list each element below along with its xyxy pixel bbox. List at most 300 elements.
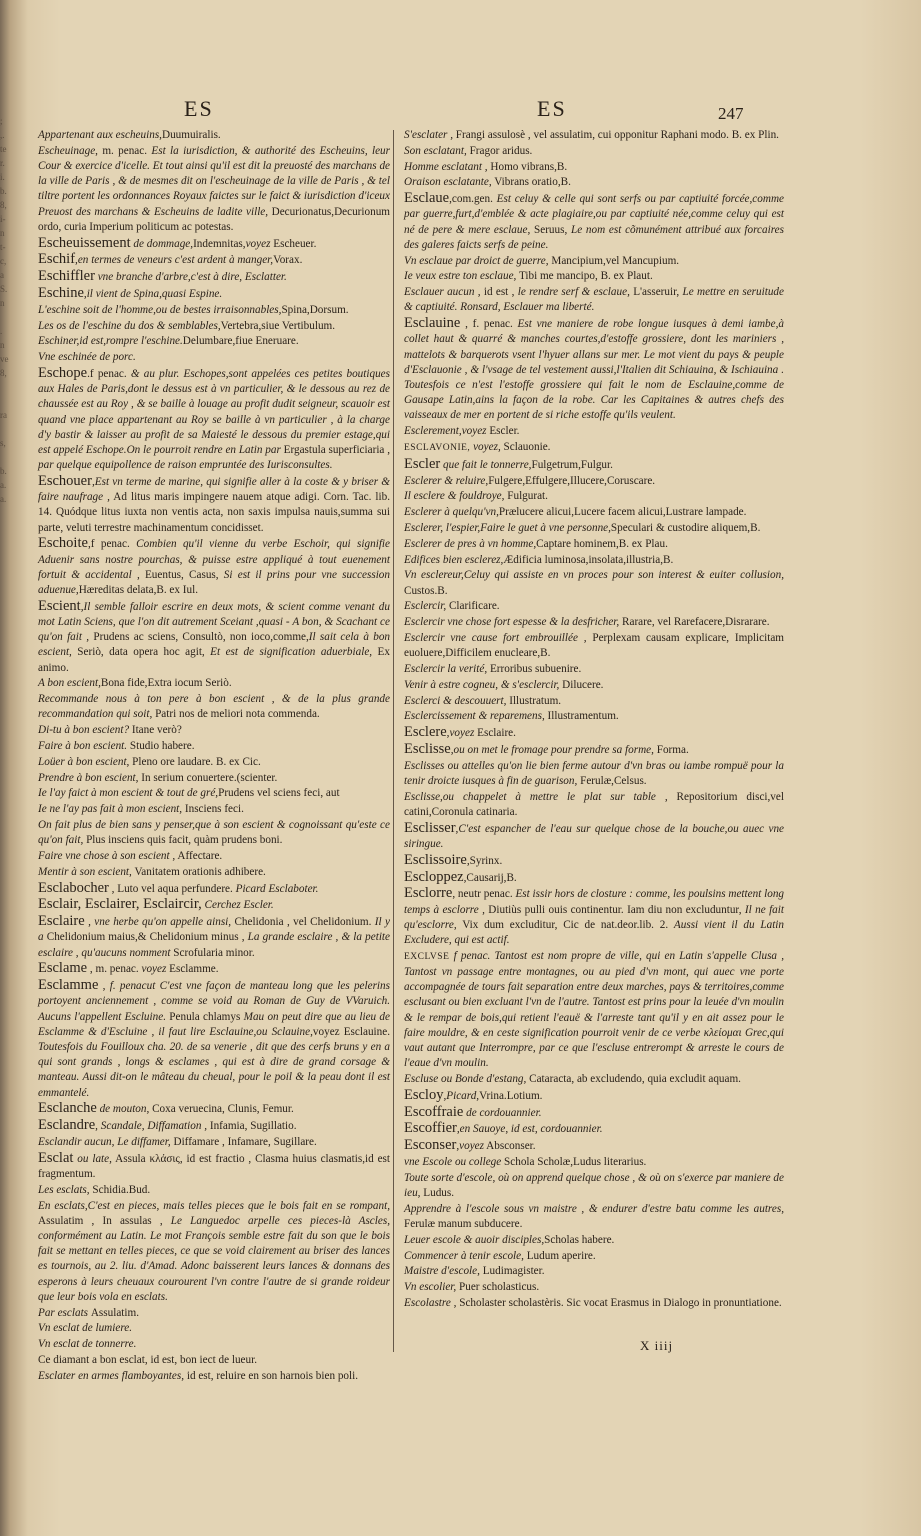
- dictionary-entry: [38, 599, 390, 676]
- roman-text: Mancipium,vel Mancupium.: [548, 254, 680, 267]
- headword: Escloy: [404, 1086, 444, 1103]
- italic-text: Il sait cela à bon escient,: [38, 631, 391, 659]
- headword: Esconser: [404, 1137, 457, 1154]
- italic-text: Il y a: [38, 916, 390, 944]
- column-divider: [393, 130, 394, 1352]
- previous-page-fragment: s,: [0, 438, 6, 448]
- previous-page-fragment: a.: [0, 480, 7, 490]
- italic-text: Son esclatant,: [404, 144, 467, 157]
- italic-text: Loüer à bon escient,: [38, 755, 130, 768]
- italic-text: Appartenant aux escheuins,: [38, 129, 162, 141]
- dictionary-entry: [38, 128, 390, 143]
- italic-text: Escheuinage: [38, 144, 96, 157]
- headword: Escler: [404, 455, 441, 472]
- dictionary-entry: [38, 978, 390, 1101]
- italic-text: Eschiner,id est,rompre l'eschine.: [38, 335, 183, 348]
- italic-text: Vn esclaue par droict de guerre,: [404, 254, 549, 267]
- previous-page-fragment: [0, 380, 26, 394]
- previous-page-fragment: a: [0, 270, 4, 280]
- dictionary-entry: [404, 631, 784, 661]
- dictionary-entry: [38, 269, 390, 285]
- roman-text: Fulgere,Effulgere,Illucere,Coruscare.: [488, 474, 656, 487]
- previous-page-edge: [0, 100, 26, 1400]
- italic-text: que fait le tonnerre,: [440, 458, 532, 471]
- roman-text: Plus insciens quis facit, quàm prudens boni.: [83, 834, 283, 847]
- roman-text: Esclamme.: [166, 963, 219, 976]
- italic-text: Esclater en armes flamboyantes,: [38, 1369, 185, 1382]
- roman-text: Frangi assulosè , vel assulatim, cui opponitur Raphani modo. B. ex Plin.: [453, 129, 779, 141]
- dictionary-entry: [38, 802, 390, 817]
- roman-text: Escheuer.: [270, 237, 317, 250]
- dictionary-entry: [38, 319, 390, 334]
- italic-text: vne Escole ou college: [404, 1155, 502, 1168]
- italic-text: En esclats,C'est en pieces, mais telles pieces que le bois fait en se rompant,: [38, 1199, 390, 1212]
- italic-text: Escluse ou Bonde d'estang,: [404, 1072, 527, 1085]
- dictionary-entry: [404, 1233, 784, 1248]
- dictionary-entry: [38, 1135, 390, 1150]
- roman-text: Tibi me mancipo, B. ex Plaut.: [516, 270, 653, 283]
- small-caps-headword: ESCLAVONIE,: [404, 443, 471, 453]
- dictionary-entry: [404, 285, 784, 315]
- dictionary-entry: [404, 1280, 784, 1295]
- dictionary-entry: [404, 694, 784, 709]
- dictionary-entry: [404, 175, 784, 190]
- headword: Esclat: [38, 1149, 74, 1166]
- headword: Eschope: [38, 364, 88, 381]
- dictionary-entry: [38, 1101, 390, 1117]
- dictionary-entry: [38, 1183, 390, 1198]
- italic-text: Esclandir aucun, Le diffamer,: [38, 1136, 171, 1148]
- italic-text: voyez: [141, 963, 167, 976]
- headword: Esclere: [404, 724, 447, 741]
- roman-text: Diutiùs pulli ouis continentur. Iam diu non excluduntur,: [484, 903, 745, 916]
- previous-page-fragment: [0, 548, 26, 562]
- roman-text: Speculari & custodire aliquem,B.: [610, 521, 761, 534]
- headword: Esclabocher: [38, 879, 109, 896]
- italic-text: ,ou on met le fromage pour prendre sa forme,: [450, 743, 654, 756]
- roman-text: Clarificare.: [446, 600, 500, 613]
- headword: Esclanche: [38, 1100, 97, 1117]
- italic-text: voyez,: [470, 441, 501, 453]
- roman-text: Schidia.Bud.: [89, 1183, 151, 1196]
- italic-text: Ie l'ay faict à mon escient & tout de gré,: [38, 787, 219, 800]
- roman-text: Assula κλάσις, id est fractio , Clasma huius clasmatis,id est fragmentum.: [38, 1152, 390, 1180]
- dictionary-entry: [404, 742, 784, 758]
- italic-text: Combien qu'il vienne du verbe Eschoir, qui signifie Aduenir sans nostre pourchas, & puisse estre appliqué à tout euenement fortuit & accidental ,: [38, 538, 390, 581]
- italic-text: vne branche d'arbre,c'est à dire, Esclatter.: [94, 271, 287, 284]
- dictionary-entry: [38, 1118, 390, 1134]
- roman-text: Captare hominem,B. ex Plau.: [536, 537, 668, 550]
- headword: Esclauine: [404, 315, 461, 332]
- roman-text: Vorax.: [273, 254, 303, 267]
- roman-text: Schola Scholæ,Ludus literarius.: [501, 1155, 647, 1168]
- dictionary-entry: [38, 350, 390, 365]
- italic-text: Esclercir,: [404, 600, 447, 613]
- roman-text: ,com.gen.: [449, 193, 497, 206]
- dictionary-entry: [38, 1151, 390, 1182]
- dictionary-entry: [38, 1199, 390, 1305]
- roman-text: Dilucere.: [559, 678, 604, 691]
- previous-page-fragment: S.: [0, 284, 8, 294]
- italic-text: Si est il prins pour vne succession aduenue,: [38, 568, 390, 597]
- roman-text: Ergastula superficiaria ,: [280, 444, 391, 456]
- headword: Esclissoire: [404, 851, 467, 868]
- roman-text: Ferulæ,Celsus.: [577, 774, 647, 787]
- dictionary-entry: [38, 865, 390, 880]
- left-column: [38, 128, 390, 1385]
- roman-text: Erroribus subuenire.: [487, 662, 582, 675]
- roman-text: Chelidonium maius,& Chelidonium minus ,: [43, 931, 248, 944]
- roman-text: Prudens ac sciens, Consultò, non ioco,comme,: [89, 631, 309, 644]
- roman-text: Vibrans oratio,B.: [491, 176, 571, 189]
- roman-text: .f penac.: [87, 367, 131, 380]
- roman-text: Forma.: [653, 743, 689, 756]
- dictionary-entry: [404, 424, 784, 439]
- right-column: [404, 128, 784, 1312]
- dictionary-entry: [404, 662, 784, 677]
- dictionary-entry: [38, 692, 390, 722]
- dictionary-entry: [404, 1155, 784, 1170]
- roman-text: Syrinx.: [469, 854, 503, 867]
- italic-text: Esclerer de pres à vn homme,: [404, 537, 537, 550]
- headword: Escient: [38, 597, 81, 614]
- roman-text: Puer scholasticus.: [456, 1281, 540, 1294]
- italic-text: de mouton,: [96, 1103, 150, 1116]
- italic-text: Esclercir vne chose fort espesse & la desfricher,: [404, 616, 620, 629]
- italic-text: Picard Esclaboter.: [235, 882, 319, 895]
- italic-text: Homme esclatant ,: [404, 160, 488, 173]
- italic-text: Esclisse,ou chappelet à mettre le plat sur table ,: [404, 790, 668, 803]
- italic-text: Mentir à son escient,: [38, 865, 132, 878]
- roman-text: Prudens vel sciens feci, aut: [218, 787, 340, 800]
- roman-text: Ludus.: [420, 1186, 455, 1199]
- headword: Esclisse: [404, 740, 451, 757]
- italic-text: Vn esclat de tonnerre.: [38, 1338, 137, 1351]
- roman-text: Ludum aperire.: [523, 1249, 596, 1262]
- dictionary-entry: [38, 961, 390, 977]
- roman-text: Diffamare , Infamare, Sugillare.: [170, 1136, 317, 1148]
- italic-text: ,voyez: [446, 727, 475, 740]
- roman-text: Ex animo.: [38, 646, 390, 674]
- dictionary-entry: [38, 914, 390, 961]
- previous-page-fragment: [0, 506, 26, 520]
- italic-text: Escolastre ,: [404, 1296, 457, 1309]
- roman-text: Fulgurat.: [504, 490, 548, 503]
- dictionary-entry: [404, 254, 784, 269]
- italic-text: Ie ne l'ay pas fait à mon escient,: [38, 803, 183, 816]
- italic-text: Les os de l'eschine du dos & semblables,: [38, 319, 221, 332]
- headword: Eschiffler: [38, 268, 95, 285]
- italic-text: ou late,: [73, 1152, 112, 1165]
- roman-text: id est, reluire en son harnois bien poli.: [184, 1369, 359, 1382]
- roman-text: Duumuiralis.: [161, 129, 221, 141]
- dictionary-entry: [38, 474, 390, 536]
- previous-page-fragment: ;: [0, 116, 3, 126]
- italic-text: , vne herbe qu'on appelle ainsi,: [84, 916, 232, 929]
- roman-text: Fulgetrum,Fulgur.: [531, 458, 613, 471]
- roman-text: Euentus, Casus,: [139, 568, 224, 581]
- italic-text: Esclercissement & reparemens,: [404, 710, 545, 723]
- previous-page-fragment: n: [0, 298, 5, 308]
- headword: Esclandre: [38, 1117, 96, 1134]
- italic-text: Les esclats,: [38, 1183, 90, 1196]
- italic-text: Esclerer, l'espier,Faire le guet à vne personne,: [404, 521, 611, 534]
- previous-page-fragment: t-: [0, 242, 6, 252]
- roman-text: Pleno ore laudare. B. ex Cic.: [129, 755, 261, 768]
- italic-text: Maistre d'escole,: [404, 1265, 480, 1278]
- dictionary-entry: [404, 440, 784, 456]
- previous-page-fragment: a.: [0, 494, 7, 504]
- italic-text: Esclerement,: [404, 425, 462, 438]
- italic-text: ,: [108, 882, 115, 895]
- previous-page-fragment: .: [0, 326, 3, 336]
- dictionary-entry: [404, 949, 784, 1072]
- previous-page-fragment: [0, 310, 26, 324]
- headword: Esclame: [38, 960, 88, 977]
- roman-text: Seruus,: [530, 223, 571, 236]
- italic-text: Esclauer aucun ,: [404, 286, 481, 299]
- roman-text: Infamia, Sugillatio.: [207, 1120, 297, 1133]
- roman-text: Escler.: [486, 425, 520, 438]
- dictionary-entry: [404, 759, 784, 789]
- dictionary-entry: [404, 537, 784, 552]
- dictionary-entry: [404, 1264, 784, 1279]
- running-head-left: ES: [184, 96, 214, 121]
- italic-text: On fait plus de bien sans y penser,que à son escient & cognoissant qu'este ce qu'on fait,: [38, 819, 390, 847]
- previous-page-fragment: [0, 450, 26, 464]
- italic-text: de dommage,: [130, 237, 194, 250]
- italic-text: Le mettre en seruitude & captiuité. Ronsard, Esclauer ma liberté.: [404, 286, 784, 314]
- headword: Esclorre: [404, 885, 453, 902]
- previous-page-fragment: n: [0, 228, 5, 238]
- roman-text: Ferulæ manum subducere.: [404, 1217, 523, 1230]
- previous-page-fragment: [0, 100, 26, 114]
- italic-text: Est vne maniere de robe longue iusques à demi iambe,à collet haut & quarré & manches courtes,d'estoffe grossiere, dont les mariniers , mattelots & barquerots vsent l'hyuer allans sur mer. Le mot vient du pays & peuple d'Esclauonie , & l'vsage de tel vestement aussi,l'Italien dit Schiauina, & Ischiauina . Toutesfois ce n'est l'estoffe grossiere qui fait le nom de Esclauine,comme de Gausape Latin,ains la façon de la robe. Car les Capitaines & autres chefs des vaisseaux de mer en portent de si riche estoffe qu'ils veulent.: [404, 318, 784, 422]
- roman-text: Spina,Dorsum.: [281, 303, 349, 316]
- italic-text: S'esclater ,: [404, 129, 453, 141]
- dictionary-entry: [404, 853, 784, 869]
- dictionary-entry: [38, 286, 390, 302]
- previous-page-fragment: [0, 520, 26, 534]
- italic-text: voyez: [461, 425, 487, 438]
- italic-text: Est la iurisdiction, & authorité des Escheuins, leur Cour & exercice d'icelle. Et tout ainsi qu'il est dit la preuosté des marchans de la ville de Paris , & de mesmes dit on l'escheuinage de la ville de Paris , & tel tiltre portent les ordonnances Royaux faictes sur le faict & iurisdiction d'iceux Preuost des marchans & Escheuins de ladite ville,: [38, 144, 390, 218]
- roman-text: Perplexam causam explicare, Implicitam euoluere,Difficilem enucleare,B.: [404, 631, 784, 660]
- headword: Esclair, Esclairer, Esclaircir,: [38, 896, 202, 913]
- headword: Eschine: [38, 285, 84, 301]
- headword: Escheuissement: [38, 234, 131, 251]
- italic-text: , f. penacut C'est vne façon de manteau long que les pelerins portoyent anciennement , comme se void au Roman de Guy de VVaruich. Aucuns l'appellent Escluine.: [38, 980, 390, 1023]
- italic-text: Esclerer à quelqu'vn,: [404, 506, 499, 519]
- italic-text: ,en termes de veneurs c'est ardent à manger,: [75, 254, 274, 267]
- dictionary-entry: [404, 269, 784, 284]
- roman-text: Hæreditas delata,B. ex Iul.: [78, 584, 199, 597]
- italic-text: Le Languedoc arpelle ces pieces-là Ascles, conformément au Latin. Le mot François semble estre fait du son que le bois fait se mettant en telles pieces, ce que se void clairement au briser des lances es tournois, au 2. liu. d'Amad. Adonc baisserent leurs lances & donnans des esperons à leurs cheuaux courourent l'vn contre l'autre de si grande roideur que leur bois vola en esclats.: [38, 1214, 391, 1303]
- italic-text: , Scandale, Diffamation ,: [95, 1120, 208, 1133]
- italic-text: Edifices bien esclerez,: [404, 553, 504, 566]
- roman-text: Custos.B.: [404, 584, 448, 597]
- italic-text: L'eschine soit de l'homme,ou de bestes irraisonnables,: [38, 303, 282, 316]
- italic-text: par quelque equipollence de raison empruntée des Iurisconsultes.: [38, 459, 333, 472]
- italic-text: Et est de signification aduerbiale,: [210, 646, 373, 659]
- italic-text: ,: [463, 871, 467, 884]
- roman-text: Prælucere alicui,Lucere facem alicui,Lustrare lampade.: [498, 506, 747, 519]
- roman-text: Sclauonie.: [500, 441, 551, 453]
- italic-text: ,en Sauoye, id est, cordouannier.: [456, 1123, 603, 1136]
- italic-text: Est celuy & celle qui sont serfs ou par captiuité forcée,comme par guerre,furt,d'emblée & acte plagiaire,ou par captiuité née,comme celuy qui est né de pere & mere esclaue,: [404, 193, 784, 236]
- italic-text: Faire à bon escient.: [38, 740, 128, 753]
- italic-text: Vn escolier,: [404, 1281, 457, 1294]
- roman-text: Affectare.: [175, 850, 223, 862]
- dictionary-entry: [404, 144, 784, 159]
- roman-text: ,f penac.: [87, 538, 137, 551]
- dictionary-entry: [404, 1296, 784, 1311]
- italic-text: Esclerci & descouuert,: [404, 694, 507, 707]
- dictionary-entry: [38, 881, 390, 897]
- previous-page-fragment: ,.: [0, 130, 5, 140]
- italic-text: Recommande nous à ton pere à bon escient , & de la plus grande recommandation qui soit,: [38, 693, 390, 721]
- previous-page-fragment: [0, 534, 26, 548]
- italic-text: ,Picard,: [443, 1089, 480, 1102]
- dictionary-entry: [38, 1369, 390, 1384]
- dictionary-entry: [404, 615, 784, 630]
- dictionary-entry: [404, 1105, 784, 1121]
- previous-page-fragment: i-: [0, 214, 6, 224]
- roman-text: (scienter.: [236, 771, 278, 784]
- roman-text: Vix dum excluditur, Cic de nat.deor.lib. 2.: [456, 918, 674, 931]
- roman-text: Assulatim.: [90, 1306, 139, 1319]
- italic-text: Il esclere & fouldroye,: [404, 490, 505, 503]
- italic-text: Faire vne chose à son escient ,: [38, 850, 176, 862]
- italic-text: Le nom est cõmunément attribué aux forcaires des galeres faicts serfs de peine.: [404, 223, 784, 251]
- italic-text: Leuer escole & auoir disciples,: [404, 1233, 545, 1246]
- italic-text: Esclerer & reluire,: [404, 474, 489, 487]
- roman-text: Cataracta, ab excludendo, quia excludit aquam.: [526, 1072, 741, 1085]
- roman-text: , m. penac.: [87, 963, 142, 976]
- dictionary-entry: [404, 128, 784, 143]
- roman-text: Vrina.Lotium.: [479, 1089, 543, 1102]
- roman-text: Studio habere.: [127, 740, 195, 753]
- headword: Eschif: [38, 251, 76, 268]
- dictionary-entry: [404, 1202, 784, 1232]
- dictionary-entry: [38, 236, 390, 252]
- dictionary-entry: [404, 1121, 784, 1137]
- roman-text: Insciens feci.: [182, 803, 244, 816]
- roman-text: Scholas habere.: [544, 1233, 615, 1246]
- italic-text: Est issir hors de closture : comme, les poulsins mettent long temps à esclorre ,: [404, 888, 785, 916]
- previous-page-fragment: te: [0, 144, 7, 154]
- headword: Escoffier: [404, 1120, 457, 1137]
- previous-page-fragment: n: [0, 340, 5, 350]
- dictionary-entry: [38, 849, 390, 864]
- roman-text: Penula chlamys: [166, 1010, 244, 1023]
- dictionary-entry: [38, 897, 390, 913]
- dictionary-entry: [404, 725, 784, 741]
- italic-text: ,: [466, 854, 470, 867]
- italic-text: Vn esclereur,Celuy qui assiste en vn proces pour son interest & euiter collusion,: [404, 569, 784, 582]
- dictionary-entry: [38, 676, 390, 691]
- dictionary-entry: [38, 1353, 390, 1368]
- italic-text: Esclercir la verité,: [404, 662, 488, 675]
- dictionary-entry: [38, 252, 390, 268]
- dictionary-entry: [404, 821, 784, 852]
- dictionary-entry: [404, 678, 784, 693]
- roman-text: Ce diamant a bon esclat, id est, bon iect de lueur.: [38, 1354, 258, 1366]
- italic-text: Ie veux estre ton esclaue,: [404, 270, 517, 283]
- dictionary-entry: [404, 457, 784, 473]
- italic-text: Toute sorte d'escole, où on apprend quelque chose , & où on s'exerce par maniere de ieu,: [404, 1171, 784, 1199]
- roman-text: Ad litus maris impingere nauem atque adigi. Corn. Tac. lib. 14. Quódque litus iuxta non ventis acta, non saxis impulsa nauis,summa sui parte, veluti terrestre machinamentum concidisset.: [38, 491, 390, 534]
- dictionary-entry: [404, 474, 784, 489]
- dictionary-entry: [404, 191, 784, 253]
- roman-text: Assulatim , In assulas ,: [38, 1214, 171, 1227]
- italic-text: Esclercir vne cause fort embrouillée ,: [404, 631, 587, 644]
- dictionary-entry: [38, 1337, 390, 1352]
- dictionary-entry: [404, 870, 784, 886]
- dictionary-entry: [38, 1321, 390, 1336]
- dictionary-entry: [404, 1171, 784, 1201]
- dictionary-entry: [404, 316, 784, 423]
- italic-text: ,Est vn terme de marine, qui signifie aller à la coste & y briser & faire naufrage ,: [38, 476, 390, 504]
- dictionary-entry: [404, 1088, 784, 1104]
- headword: Eschoite: [38, 535, 88, 552]
- roman-text: Chelidonia , vel Chelidonium.: [231, 916, 375, 929]
- previous-page-fragment: c,: [0, 256, 7, 266]
- dictionary-entry: [38, 536, 390, 598]
- roman-text: Ædificia luminosa,insolata,illustria,B.: [503, 553, 674, 566]
- headword: Esclisser: [404, 819, 456, 836]
- dictionary-entry: [404, 1138, 784, 1154]
- italic-text: ,C'est espancher de l'eau sur quelque chose de la bouche,ou auec vne siringue.: [404, 822, 784, 850]
- italic-text: Venir à estre cogneu, & s'esclercir,: [404, 678, 560, 691]
- previous-page-fragment: b.: [0, 466, 7, 476]
- italic-text: La grande esclaire , & la petite esclaire , qu'aucuns nomment: [38, 931, 390, 959]
- italic-text: A bon escient,: [38, 677, 101, 690]
- previous-page-fragment: 8,: [0, 368, 7, 378]
- roman-text: L'asseruir,: [629, 286, 683, 299]
- roman-text: Causarij,B.: [466, 871, 517, 884]
- dictionary-entry: [404, 553, 784, 568]
- dictionary-entry: [404, 489, 784, 504]
- dictionary-entry: [404, 1249, 784, 1264]
- dictionary-entry: [38, 334, 390, 349]
- roman-text: , f. penac.: [460, 318, 518, 331]
- dictionary-entry: [404, 521, 784, 536]
- headword: Esclaire: [38, 913, 85, 930]
- roman-text: Homo vibrans,B.: [487, 160, 568, 173]
- roman-text: Illustratum.: [506, 694, 562, 707]
- running-head-right: ES: [537, 96, 567, 121]
- previous-page-fragment: ra: [0, 410, 7, 420]
- roman-text: voyez Esclauine.: [312, 1025, 390, 1038]
- headword: Esclamme: [38, 977, 99, 994]
- dictionary-entry: [404, 709, 784, 724]
- previous-page-fragment: ve: [0, 354, 9, 364]
- previous-page-fragment: [0, 422, 26, 436]
- italic-text: Prendre à bon escient,: [38, 771, 139, 784]
- italic-text: Aussi vient il du Latin Excludere, qui est actif.: [404, 918, 784, 946]
- roman-text: Scrofularia minor.: [170, 946, 255, 959]
- italic-text: ,il vient de Spina,quasi Espine.: [83, 288, 223, 300]
- italic-text: voyez: [245, 237, 271, 250]
- dictionary-entry: [38, 739, 390, 754]
- italic-text: Di-tu à bon escient?: [38, 724, 132, 737]
- roman-text: Patri nos de meliori nota commenda.: [152, 708, 320, 721]
- roman-text: Ludimagister.: [479, 1265, 545, 1278]
- roman-text: Luto vel aqua perfundere.: [114, 882, 236, 895]
- roman-text: Illustramentum.: [544, 710, 619, 723]
- italic-text: ,voyez: [456, 1140, 484, 1153]
- headword: Escloppez: [404, 868, 464, 885]
